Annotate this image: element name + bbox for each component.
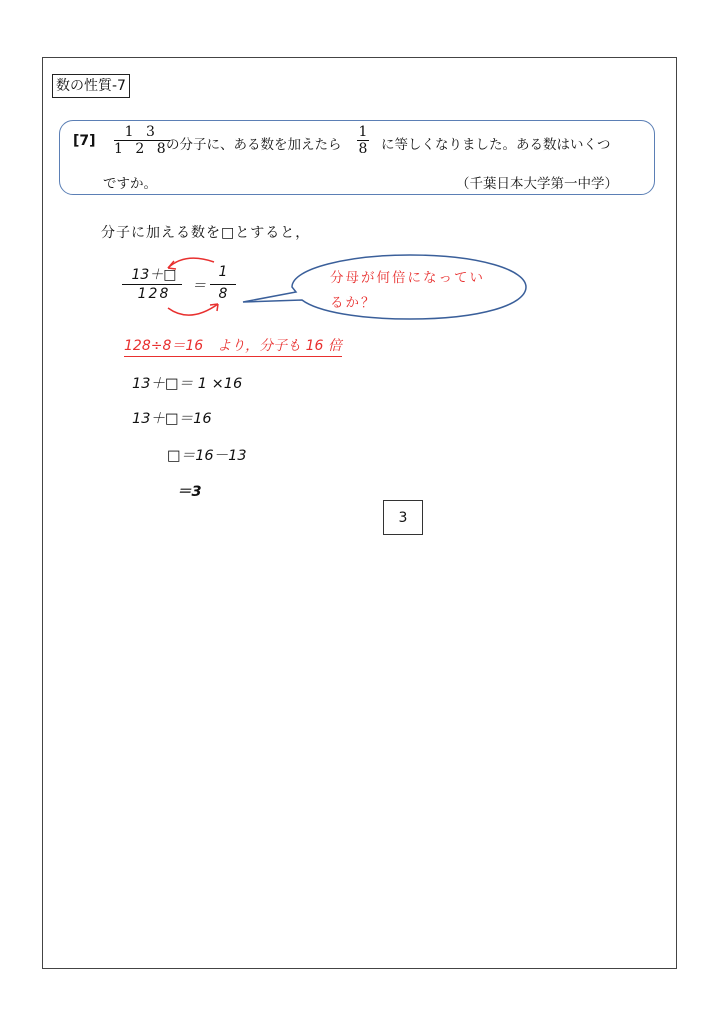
small-fraction-numerator: 1 xyxy=(358,124,368,140)
answer-box xyxy=(383,500,423,535)
answer-value: 3 xyxy=(398,509,408,526)
speech-bubble xyxy=(243,255,526,319)
bubble-text-line-1: 分母が何倍になってい xyxy=(330,270,485,286)
solution-intro: 分子に加える数を□とすると， xyxy=(101,225,311,241)
problem-text-1: の分子に、ある数を加えたら xyxy=(166,137,342,153)
step-2: 13＋□＝16 xyxy=(132,411,212,427)
small-fraction-denominator: 8 xyxy=(358,141,368,157)
step-4: ＝3 xyxy=(177,484,202,500)
problem-fraction-numerator: 1 3 xyxy=(124,124,159,140)
problem-number: [7] xyxy=(73,133,96,149)
step-1: 13＋□＝ 1 ×16 xyxy=(132,376,243,392)
problem-source: （千葉日本大学第一中学） xyxy=(456,176,618,192)
equation-left-numerator: 13＋□ xyxy=(131,267,177,283)
equation-right-numerator: 1 xyxy=(218,264,228,280)
equation-left-denominator: 128 xyxy=(137,286,171,302)
equation-equals: ＝ xyxy=(192,278,206,294)
problem-fraction-denominator: 1 2 8 xyxy=(114,141,170,157)
step-3: □＝16－13 xyxy=(167,448,247,464)
bubble-text-line-2: るか？ xyxy=(330,295,377,311)
page-title: 数の性質-7 xyxy=(52,74,130,98)
problem-text-2: に等しくなりました。ある数はいくつ xyxy=(381,137,611,153)
red-arrow-top xyxy=(168,258,214,268)
equation-right-denominator: 8 xyxy=(218,286,228,302)
problem-text-3: ですか。 xyxy=(103,176,157,192)
red-note: 128÷8＝16 より，分子も 16 倍 xyxy=(124,335,342,357)
